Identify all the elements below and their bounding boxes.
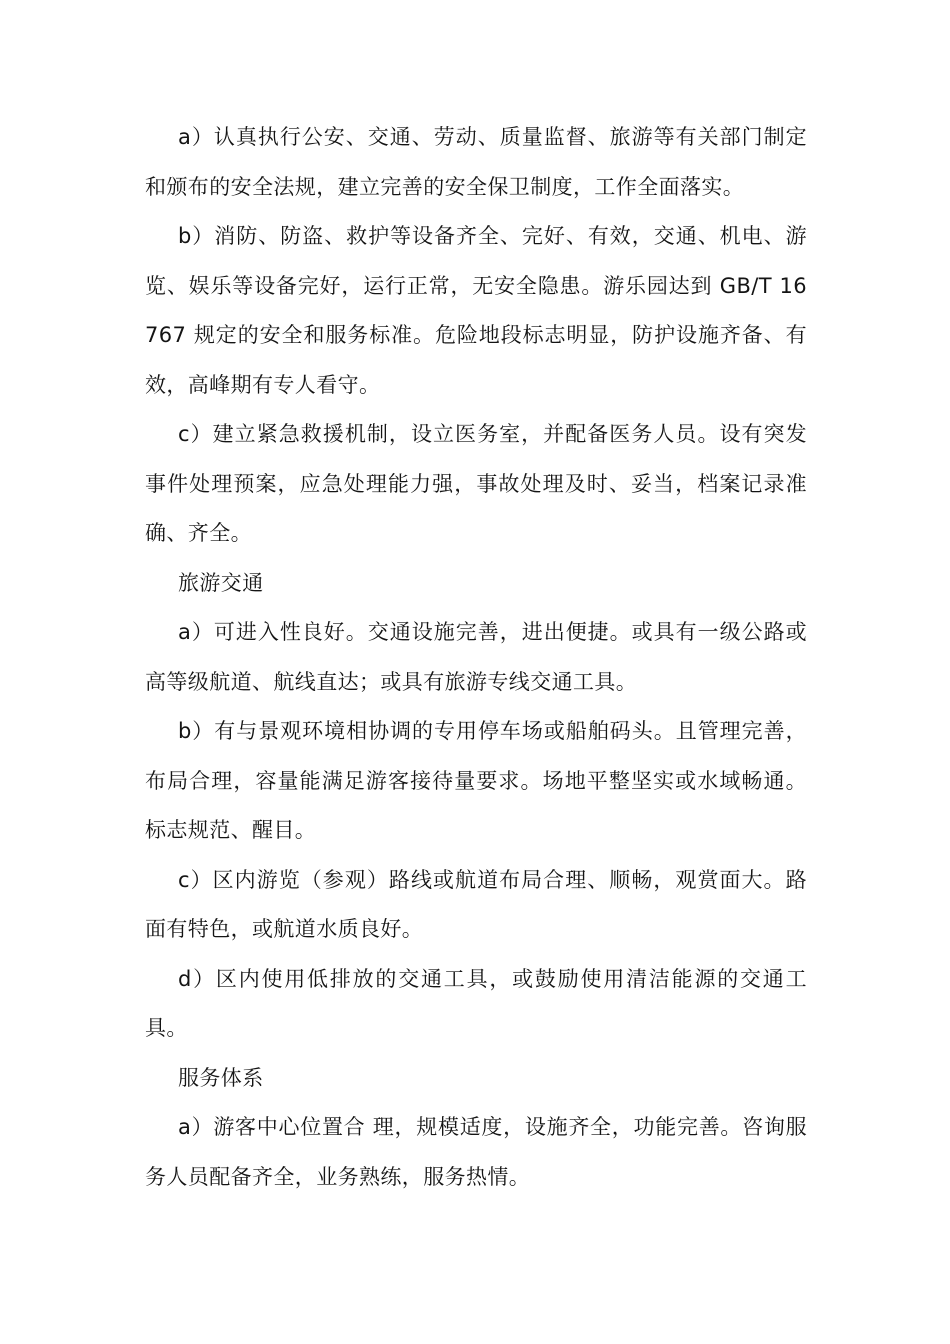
paragraph-parking-docks: b）有与景观环境相协调的专用停车场或船舶码头。且管理完善，布局合理，容量能满足游客接待量要求。场地平整坚实或水域畅通。标志规范、醒目。 [145, 719, 807, 842]
section-heading-tourism-transport: 旅游交通 [178, 570, 264, 595]
paragraph-low-emission-vehicles: d）区内使用低排放的交通工具，或鼓励使用清洁能源的交通工具。 [145, 966, 807, 1040]
paragraph-emergency-rescue: c）建立紧急救援机制，设立医务室，并配备医务人员。设有突发事件处理预案，应急处理能力强，事故处理及时、妥当，档案记录准确、齐全。 [145, 422, 807, 545]
paragraph-safety-regulations: a）认真执行公安、交通、劳动、质量监督、旅游等有关部门制定和颁布的安全法规，建立完善的安全保卫制度，工作全面落实。 [145, 125, 807, 199]
section-heading-service-system: 服务体系 [178, 1065, 264, 1090]
paragraph-accessibility: a）可进入性良好。交通设施完善，进出便捷。或具有一级公路或高等级航道、航线直达；或具有旅游专线交通工具。 [145, 620, 807, 694]
paragraph-tour-routes: c）区内游览（参观）路线或航道布局合理、顺畅，观赏面大。路面有特色，或航道水质良好。 [145, 867, 807, 941]
document-body [145, 113, 807, 1202]
paragraph-safety-equipment: b）消防、防盗、救护等设备齐全、完好、有效，交通、机电、游览、娱乐等设备完好，运行正常，无安全隐患。游乐园达到 GB/T 16767 规定的安全和服务标准。危险地段标志明显，防护设施齐备、有效，高峰期有专人看守。 [145, 224, 807, 397]
paragraph-visitor-center: a）游客中心位置合 理，规模适度，设施齐全，功能完善。咨询服务人员配备齐全，业务熟练，服务热情。 [145, 1115, 807, 1189]
